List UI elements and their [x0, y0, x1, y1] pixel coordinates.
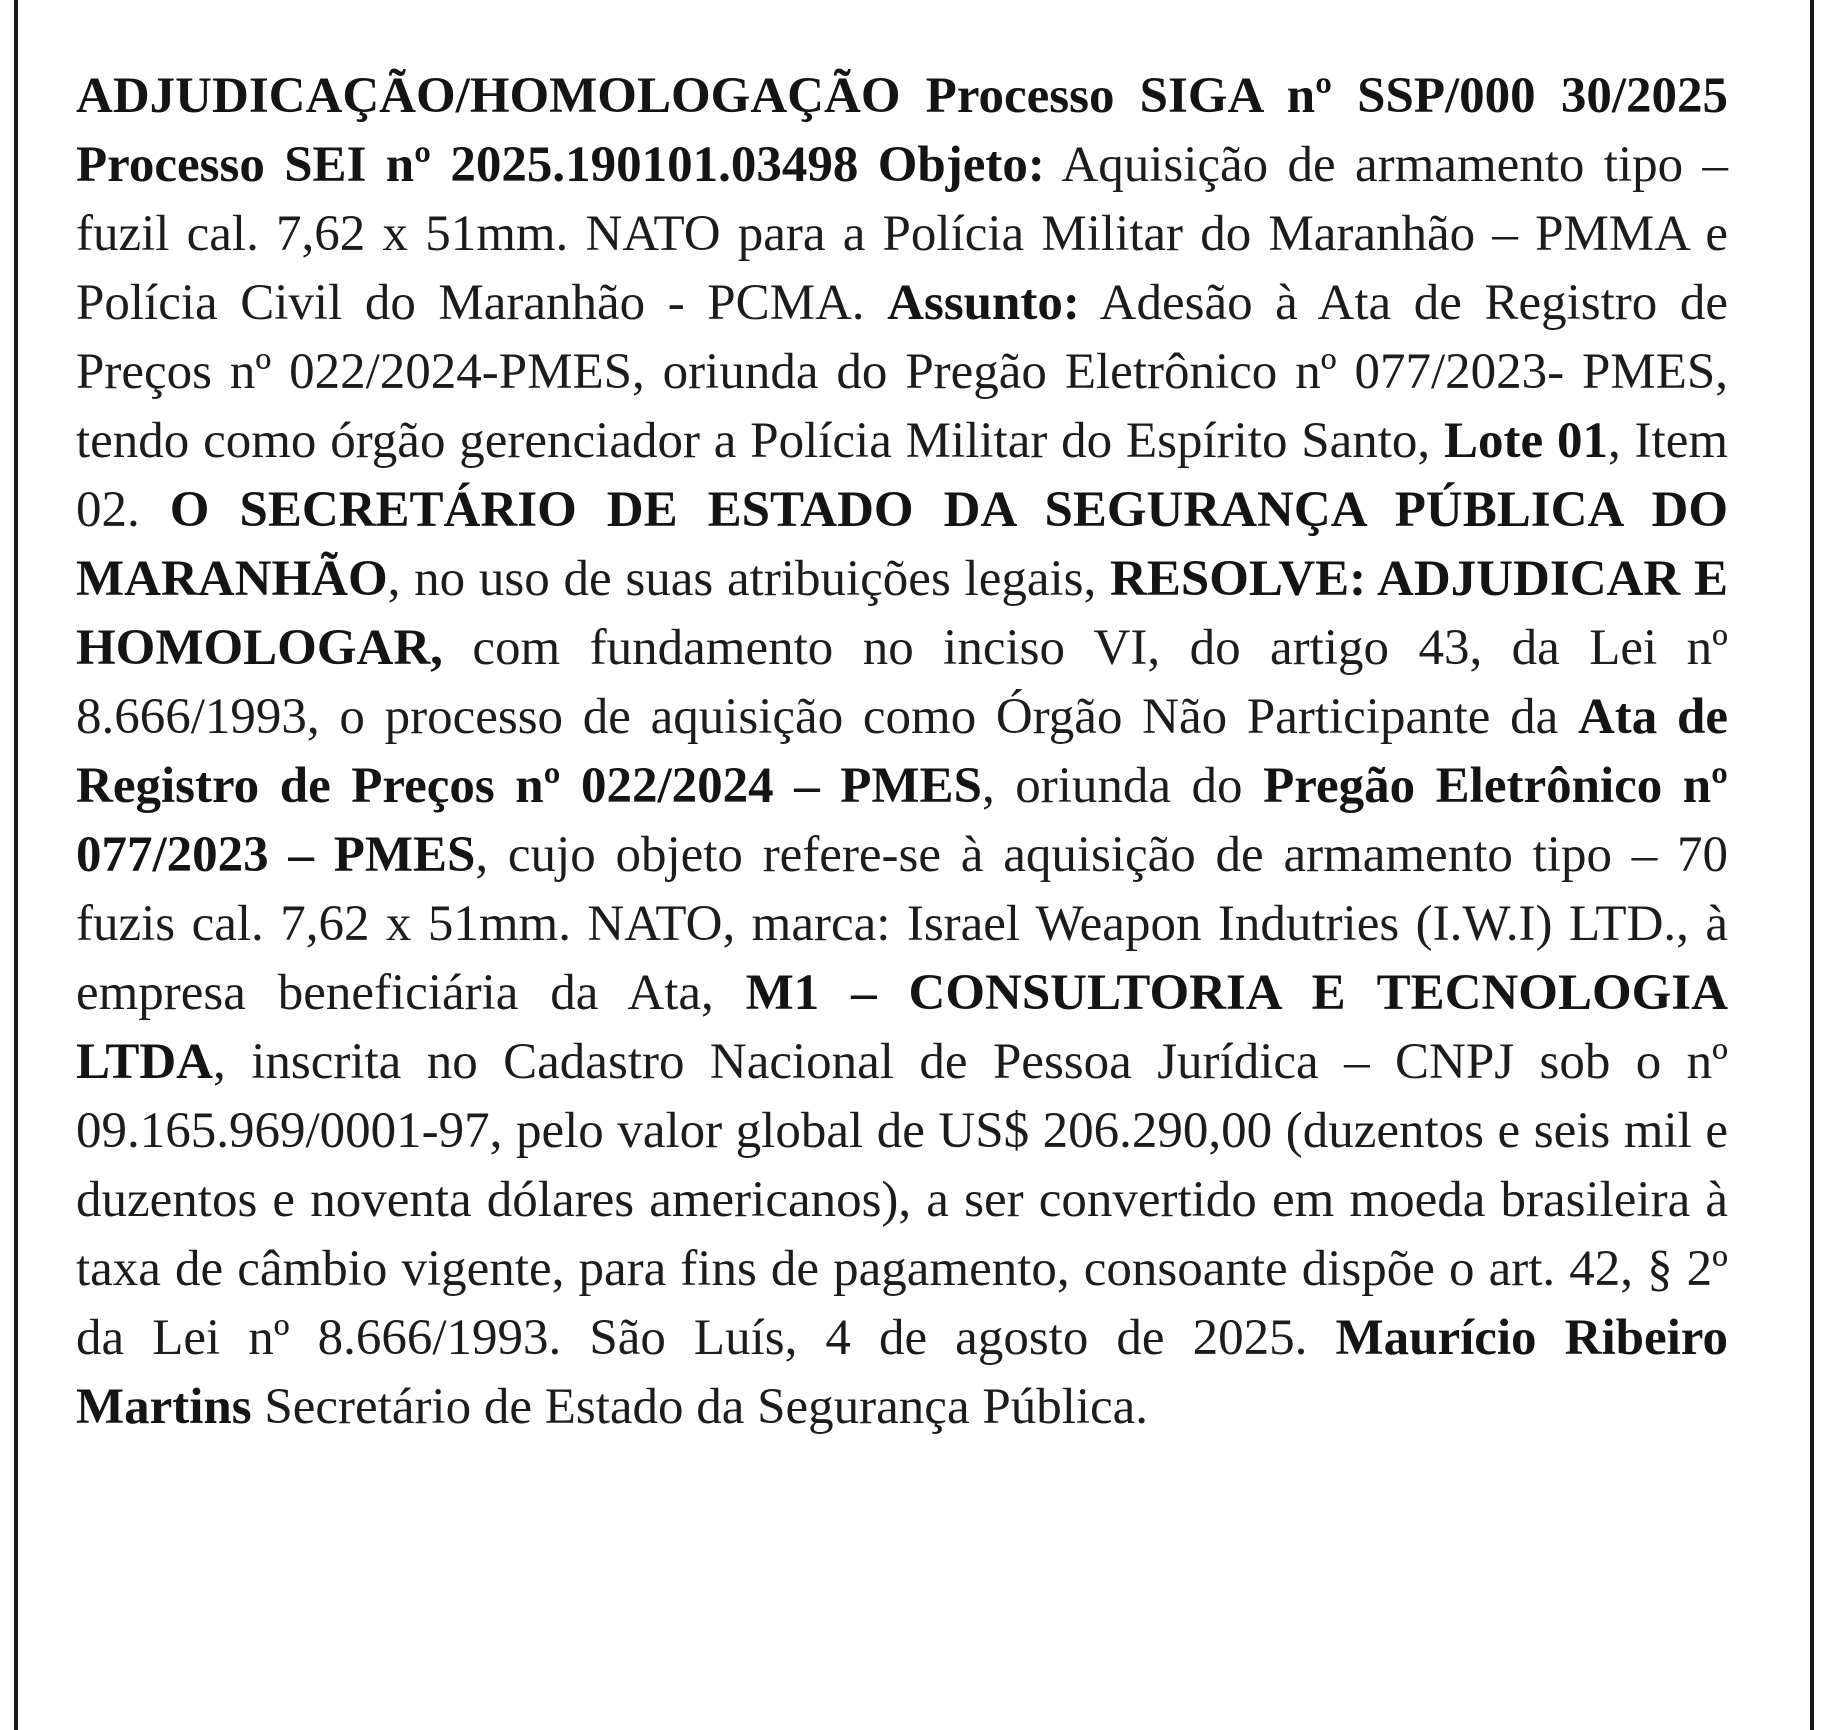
beneficiary-company: M1 – CONSULTORIA E TECNOLOGIA LTDA [76, 965, 1728, 1090]
auction-reference: Pregão Eletrônico nº 077/2023 – PMES [76, 758, 1728, 883]
purchase-object: , cujo objeto refere-se à aquisição de armamento tipo – 70 fuzis cal. 7,62 x 51mm. NATO, marca: Israel Weapon Indutries (I.W.I) LTD., à empresa beneficiária da Ata, [76, 827, 1728, 1021]
contract-terms: , inscrita no Cadastro Nacional de Pessoa Jurídica – CNPJ sob o nº 09.165.969/0001-97, pelo valor global de US$ 206.290,00 (duzentos e seis mil e duzentos e noventa dólares americanos), a ser convertido em moeda brasileira à taxa de câmbio vigente, para fins de pagamento, consoante dispõe o art. 42, § 2º da Lei nº 8.666/1993. São Luís, 4 de agosto de 2025. [76, 1034, 1728, 1366]
subject-description: Adesão à Ata de Registro de Preços nº 022/2024-PMES, oriunda do Pregão Eletrônico nº 077/2023- PMES, tendo como órgão gerenciador a Polícia Militar do Espírito Santo, [76, 275, 1728, 469]
right-column-rule [1810, 0, 1814, 1730]
signatory-title: Secretário de Estado da Segurança Pública. [251, 1379, 1149, 1435]
signatory-name: Maurício Ribeiro Martins [76, 1310, 1729, 1435]
resolution-label: RESOLVE: ADJUDICAR E HOMOLOGAR, [76, 551, 1728, 676]
left-column-rule [14, 0, 18, 1730]
lot-number: Lote 01 [1444, 413, 1608, 469]
adjudication-notice [76, 62, 1728, 1442]
authority-name: O SECRETÁRIO DE ESTADO DA SEGURANÇA PÚBLICA DO MARANHÃO [76, 482, 1728, 607]
item-number: , Item 02. [76, 413, 1729, 538]
object-description: Aquisição de armamento tipo – fuzil cal. 7,62 x 51mm. NATO para a Polícia Militar do Maranhão – PMMA e Polícia Civil do Maranhão - PCMA. [76, 137, 1728, 331]
origin-connector: , oriunda do [981, 758, 1264, 814]
price-registry-reference: Ata de Registro de Preços nº 022/2024 – PMES [76, 689, 1728, 814]
subject-label: Assunto: [887, 275, 1080, 331]
legal-basis: com fundamento no inciso VI, do artigo 43, da Lei nº 8.666/1993, o processo de aquisição como Órgão Não Participante da [76, 620, 1728, 745]
notice-heading: ADJUDICAÇÃO/HOMOLOGAÇÃO Processo SIGA nº SSP/000 30/2025 Processo SEI nº 2025.190101.03498 Objeto: [76, 68, 1728, 193]
authority-clause: , no uso de suas atribuições legais, [387, 551, 1111, 607]
